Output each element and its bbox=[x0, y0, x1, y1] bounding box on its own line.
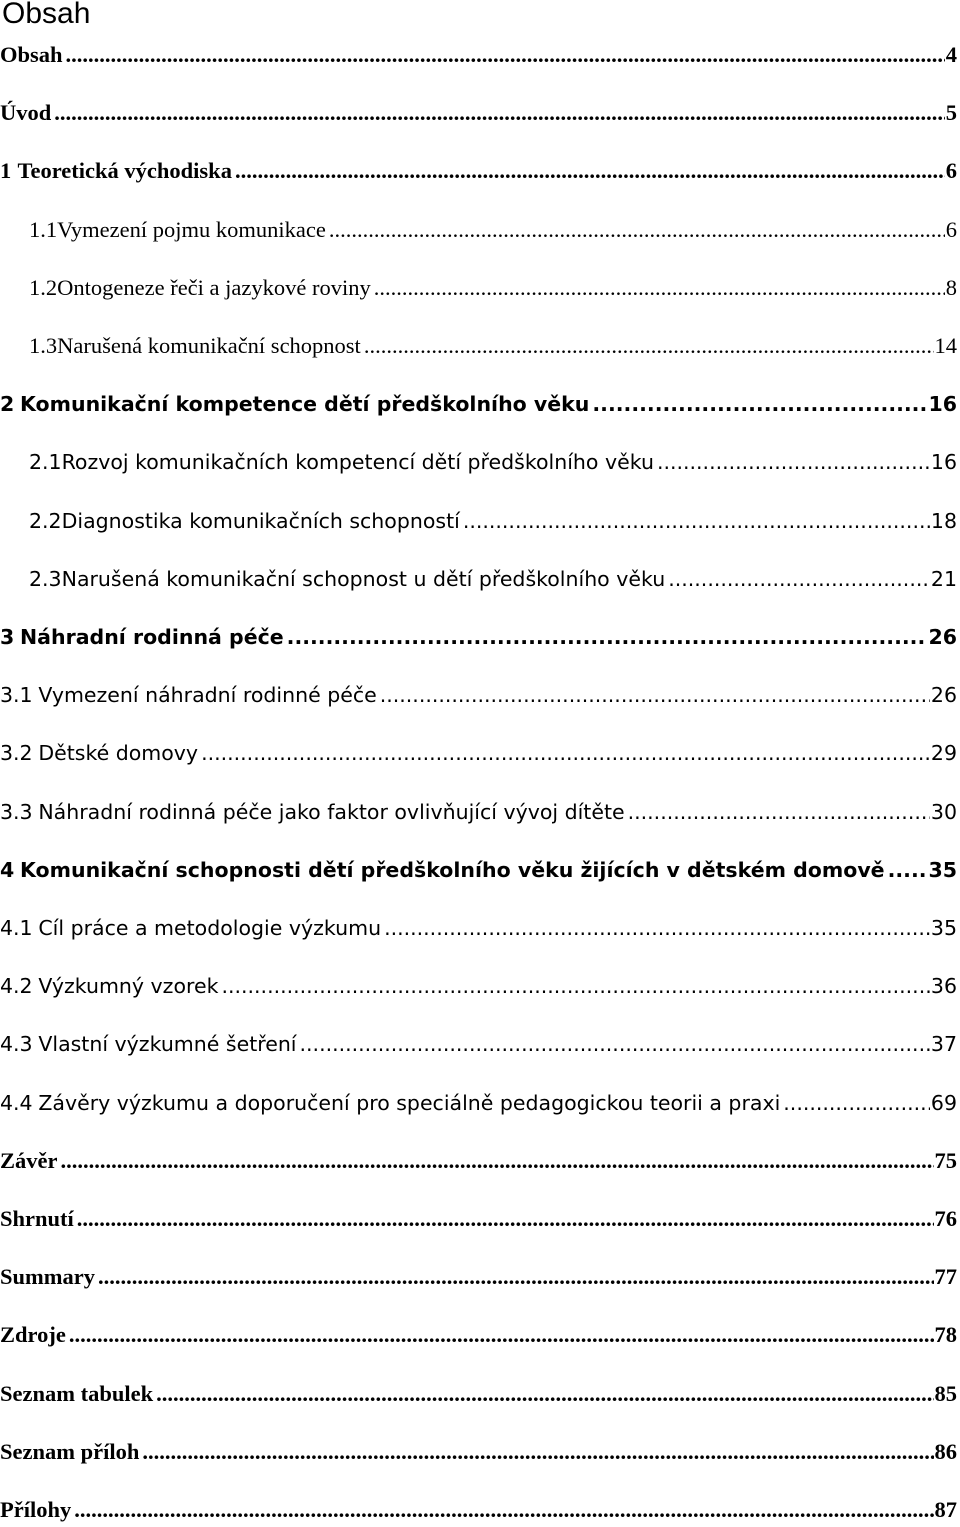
toc-entry-page-number: 77 bbox=[934, 1264, 957, 1289]
toc-entry-page-number: 86 bbox=[934, 1439, 957, 1464]
dot-leader bbox=[329, 213, 945, 247]
toc-entry-page-number: 69 bbox=[930, 1091, 957, 1115]
dot-leader bbox=[54, 96, 944, 130]
toc-entry[interactable] bbox=[0, 445, 957, 479]
dot-leader bbox=[287, 620, 928, 654]
toc-entry-number: 4.3 bbox=[0, 1032, 33, 1056]
dot-leader bbox=[221, 969, 929, 1003]
toc-entry-title: Shrnutí bbox=[0, 1206, 74, 1231]
dot-leader bbox=[592, 387, 927, 421]
toc-entry-page-number: 37 bbox=[930, 1032, 957, 1056]
toc-entry-title: Úvod bbox=[0, 100, 52, 125]
toc-entry-number: 1.2 bbox=[29, 275, 58, 300]
toc-entry-title: Ontogeneze řeči a jazykové roviny bbox=[57, 275, 371, 300]
toc-entry-page-number: 4 bbox=[945, 42, 957, 67]
toc-entry-title: Obsah bbox=[0, 42, 63, 67]
toc-entry-page-number: 85 bbox=[934, 1381, 957, 1406]
toc-entry-title: Seznam tabulek bbox=[0, 1381, 154, 1406]
toc-entry-number: 2.2 bbox=[29, 509, 62, 533]
toc-entry-title: Teoretická východiska bbox=[17, 158, 232, 183]
toc-entry[interactable] bbox=[0, 1318, 957, 1352]
dot-leader bbox=[384, 911, 930, 945]
toc-entry[interactable] bbox=[0, 678, 957, 712]
dot-leader bbox=[463, 504, 930, 538]
dot-leader bbox=[66, 38, 945, 72]
toc-entry[interactable] bbox=[0, 911, 957, 945]
dot-leader bbox=[380, 678, 930, 712]
toc-entry-title: Komunikační kompetence dětí předškolního věku bbox=[20, 392, 590, 416]
toc-entry-page-number: 26 bbox=[928, 625, 957, 649]
toc-entry-number: 1.3 bbox=[29, 333, 58, 358]
dot-leader bbox=[201, 736, 930, 770]
dot-leader bbox=[668, 562, 930, 596]
toc-entry-number: 2 bbox=[0, 392, 15, 416]
toc-entry[interactable] bbox=[0, 736, 957, 770]
toc-entry-page-number: 75 bbox=[934, 1148, 957, 1173]
toc-entry-page-number: 30 bbox=[930, 800, 957, 824]
toc-entry-number: 3.2 bbox=[0, 741, 33, 765]
toc-entry-title: Dětské domovy bbox=[38, 741, 199, 765]
dot-leader bbox=[888, 853, 928, 887]
toc-entry-title: Narušená komunikační schopnost u dětí předškolního věku bbox=[61, 567, 666, 591]
toc-entry-title: Narušená komunikační schopnost bbox=[57, 333, 361, 358]
toc-entry-title: Vlastní výzkumné šetření bbox=[38, 1032, 297, 1056]
toc-entry-page-number: 14 bbox=[934, 333, 957, 358]
toc-entry-number: 2.3 bbox=[29, 567, 62, 591]
toc-entry[interactable] bbox=[0, 329, 957, 363]
toc-entry-title: Náhradní rodinná péče jako faktor ovlivňující vývoj dítěte bbox=[38, 800, 625, 824]
toc-entry-number: 3.1 bbox=[0, 683, 33, 707]
toc-entry-title: Zdroje bbox=[0, 1322, 66, 1347]
dot-leader bbox=[69, 1318, 934, 1352]
toc-entry[interactable] bbox=[0, 38, 957, 72]
toc-entry-number: 1.1 bbox=[29, 217, 58, 242]
toc-entry-number: 3 bbox=[0, 625, 15, 649]
toc-entry-page-number: 35 bbox=[928, 858, 957, 882]
toc-entry[interactable] bbox=[0, 795, 957, 829]
toc-entry[interactable] bbox=[0, 1435, 957, 1469]
dot-leader bbox=[142, 1435, 933, 1469]
toc-entry[interactable] bbox=[0, 1144, 957, 1178]
dot-leader bbox=[77, 1202, 934, 1236]
toc-entry-number: 3.3 bbox=[0, 800, 33, 824]
toc-entry-page-number: 16 bbox=[930, 450, 957, 474]
toc-entry-title: Komunikační schopnosti dětí předškolního věku žijících v dětském domově bbox=[20, 858, 885, 882]
dot-leader bbox=[156, 1377, 933, 1411]
toc-entry-title: Cíl práce a metodologie výzkumu bbox=[38, 916, 382, 940]
toc-entry-number: 4 bbox=[0, 858, 15, 882]
toc-entry-page-number: 6 bbox=[945, 217, 957, 242]
toc-entry-page-number: 6 bbox=[945, 158, 957, 183]
toc-entry[interactable] bbox=[0, 562, 957, 596]
toc-entry[interactable] bbox=[0, 154, 957, 188]
toc-entry-title: Výzkumný vzorek bbox=[38, 974, 219, 998]
toc-entry[interactable] bbox=[0, 504, 957, 538]
toc-entry-number: 4.4 bbox=[0, 1091, 33, 1115]
toc-entry-title: Vymezení náhradní rodinné péče bbox=[38, 683, 377, 707]
toc-entry-page-number: 18 bbox=[930, 509, 957, 533]
toc-entry-page-number: 36 bbox=[930, 974, 957, 998]
toc-entry[interactable] bbox=[0, 387, 957, 421]
toc-entry[interactable] bbox=[0, 1027, 957, 1061]
toc-entry[interactable] bbox=[0, 1086, 957, 1120]
toc-entry[interactable] bbox=[0, 213, 957, 247]
toc-entry-page-number: 8 bbox=[945, 275, 957, 300]
toc-entry-page-number: 76 bbox=[934, 1206, 957, 1231]
toc-entry-page-number: 78 bbox=[934, 1322, 957, 1347]
dot-leader bbox=[657, 445, 930, 479]
toc-entry-number: 2.1 bbox=[29, 450, 62, 474]
toc-entry[interactable] bbox=[0, 1377, 957, 1411]
toc-entry-number: 4.1 bbox=[0, 916, 33, 940]
toc-entry[interactable] bbox=[0, 96, 957, 130]
toc-entry[interactable] bbox=[0, 620, 957, 654]
toc-entry-title: Závěry výzkumu a doporučení pro speciálně pedagogickou teorii a praxi bbox=[38, 1091, 781, 1115]
toc-entry-page-number: 35 bbox=[930, 916, 957, 940]
toc-entry-page-number: 5 bbox=[945, 100, 957, 125]
toc-entry-title: Rozvoj komunikačních kompetencí dětí předškolního věku bbox=[61, 450, 654, 474]
toc-entry-title: Vymezení pojmu komunikace bbox=[57, 217, 326, 242]
toc-entry[interactable] bbox=[0, 1260, 957, 1294]
toc-entry-title: Summary bbox=[0, 1264, 95, 1289]
dot-leader bbox=[98, 1260, 934, 1294]
toc-entry-page-number: 29 bbox=[930, 741, 957, 765]
toc-entry-number: 4.2 bbox=[0, 974, 33, 998]
dot-leader bbox=[628, 795, 930, 829]
dot-leader bbox=[300, 1027, 930, 1061]
dot-leader bbox=[60, 1144, 933, 1178]
toc-entry-title: Seznam příloh bbox=[0, 1439, 140, 1464]
toc-entry-page-number: 16 bbox=[928, 392, 957, 416]
dot-leader bbox=[374, 271, 945, 305]
toc-entry-number: 1 bbox=[0, 158, 12, 183]
toc-entry[interactable] bbox=[0, 271, 957, 305]
toc-entry-page-number: 87 bbox=[934, 1497, 957, 1522]
toc-entry-title: Náhradní rodinná péče bbox=[20, 625, 284, 649]
toc-entry[interactable] bbox=[0, 1202, 957, 1236]
toc-entry-title: Přílohy bbox=[0, 1497, 72, 1522]
toc-entry-title: Diagnostika komunikačních schopností bbox=[61, 509, 460, 533]
dot-leader bbox=[235, 154, 945, 188]
toc-entry[interactable] bbox=[0, 853, 957, 887]
dot-leader bbox=[364, 329, 934, 363]
toc-entry[interactable] bbox=[0, 1493, 957, 1527]
dot-leader bbox=[74, 1493, 933, 1527]
toc-entry-page-number: 26 bbox=[930, 683, 957, 707]
dot-leader bbox=[783, 1086, 930, 1120]
toc-entry[interactable] bbox=[0, 969, 957, 1003]
toc-entry-title: Závěr bbox=[0, 1148, 58, 1173]
toc-entry-page-number: 21 bbox=[930, 567, 957, 591]
page-title: Obsah bbox=[2, 0, 91, 30]
